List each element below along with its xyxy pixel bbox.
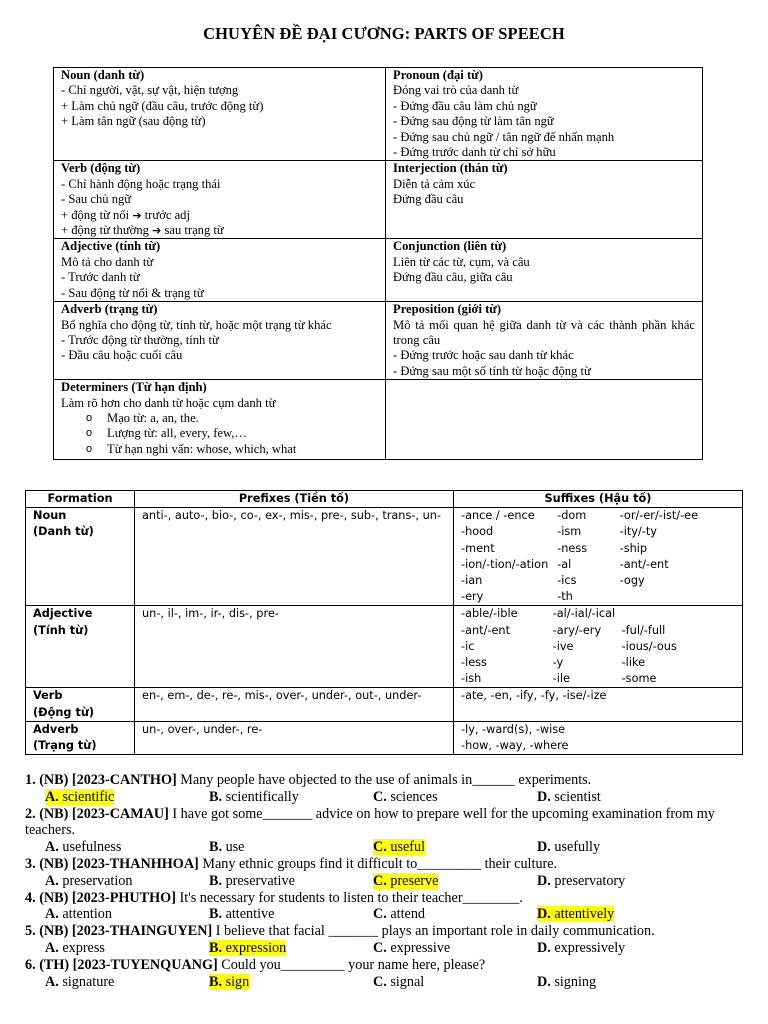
preposition-cell: [386, 302, 703, 380]
suffix-line: -ate, -en, -ify, -fy, -ise/-ize: [461, 689, 607, 703]
suffix-line: [461, 541, 735, 557]
option-text: signature: [58, 973, 115, 990]
suffix-item: -ery: [461, 590, 484, 604]
pronoun-line: Đóng vai trò của danh từ: [393, 83, 519, 98]
answer-option[interactable]: [209, 940, 373, 957]
suffix-line: [461, 671, 735, 687]
suffix-item: -ian: [461, 574, 483, 588]
suffix-item: -hood: [461, 525, 494, 539]
option-letter: B.: [209, 839, 223, 856]
verb-arrow-pre: + động từ nối: [61, 207, 133, 222]
option-letter: B.: [209, 906, 223, 923]
formation-table: [25, 490, 743, 755]
row-label-en: Adjective: [33, 607, 93, 621]
pronoun-line: - Đứng sau động từ làm tân ngữ: [393, 114, 554, 129]
answer-options: [25, 839, 745, 856]
preposition-heading: Preposition (giới từ): [393, 302, 502, 317]
answer-option[interactable]: [373, 940, 537, 957]
correct-answer-highlight: [537, 906, 614, 922]
question-tag: (TH) [2023-TUYENQUANG]: [39, 956, 218, 973]
question-body: I believe that facial _______ plays an important role in daily communication.: [212, 923, 655, 940]
suffix-item: [620, 589, 735, 605]
adverb-line: Bổ nghĩa cho động từ, tính từ, hoặc một trạng từ khác: [61, 317, 332, 332]
right-arrow-icon: ➔: [152, 224, 162, 238]
correct-answer-highlight: [373, 839, 425, 855]
suffix-item: -y: [552, 656, 564, 670]
answer-option[interactable]: [537, 839, 701, 856]
option-letter: A.: [45, 973, 59, 990]
option-text: express: [58, 939, 105, 956]
verb-arrow-line: [61, 208, 378, 223]
row-label-vi: (Trạng từ): [33, 739, 97, 753]
option-letter: A.: [45, 839, 59, 856]
conjunction-heading: Conjunction (liên từ): [393, 239, 507, 254]
question-body: I have got some_______ advice on how to prepare well for the upcoming examination from my teachers.: [25, 805, 715, 839]
question-tag: (NB) [2023-THANHHOA]: [39, 855, 199, 872]
option-text: scientifically: [222, 788, 299, 805]
suffix-item: -ary/-ery: [552, 623, 602, 637]
verb-arrow-pre: + động từ thường: [61, 223, 153, 238]
adjective-heading: Adjective (tính từ): [61, 239, 161, 254]
pronoun-cell: [386, 68, 703, 161]
question-text: [25, 806, 745, 840]
noun-line: - Chỉ người, vật, sự vật, hiện tượng: [61, 83, 239, 98]
suffix-item: [622, 606, 735, 622]
row-label-en: Verb: [33, 689, 63, 703]
parts-of-speech-table: [53, 67, 703, 460]
question-body: It's necessary for students to listen to their teacher________.: [175, 889, 523, 906]
answer-option[interactable]: [45, 789, 209, 806]
question-body: Many ethnic groups find it difficult to_________ their culture.: [198, 855, 558, 872]
suffix-item: -ious/-ous: [621, 639, 677, 653]
option-letter: D.: [537, 788, 551, 805]
empty-cell: [386, 380, 703, 460]
option-text: sign: [222, 973, 250, 990]
question-number: 5.: [25, 923, 36, 940]
answer-content: [45, 906, 112, 922]
suffix-item: -ness: [557, 541, 588, 555]
adverb-heading: Adverb (trạng từ): [61, 302, 158, 317]
question-tag: (NB) [2023-CAMAU]: [39, 805, 169, 822]
question-number: 1.: [25, 772, 36, 788]
answer-option[interactable]: [537, 974, 701, 991]
suffix-item: -less: [461, 656, 487, 670]
option-letter: B.: [209, 939, 223, 956]
suffix-item: -able/-ible: [461, 607, 518, 621]
suffix-line: [461, 589, 735, 605]
option-letter: B.: [209, 973, 223, 990]
row-label-en: Adverb: [33, 722, 79, 736]
option-letter: C.: [373, 906, 387, 923]
answer-content: [45, 873, 132, 889]
answer-option[interactable]: [45, 873, 209, 890]
answer-content: [45, 974, 114, 990]
interjection-line: Diễn tả cảm xúc: [393, 176, 476, 191]
question-text: [25, 772, 745, 789]
option-letter: C.: [373, 939, 387, 956]
answer-option[interactable]: [209, 974, 373, 991]
suffix-item: -ant/-ent: [461, 623, 511, 637]
pronoun-line: - Đứng sau chủ ngữ / tân ngữ để nhấn mạnh: [393, 129, 615, 144]
option-text: expressive: [386, 939, 451, 956]
adverb-line: - Trước động từ thường, tính từ: [61, 332, 219, 347]
correct-answer-highlight: [209, 940, 286, 956]
suffix-item: -ful/-full: [621, 623, 666, 637]
question-text: [25, 923, 745, 940]
verb-heading: Verb (động từ): [61, 161, 141, 176]
question-text: [25, 957, 745, 974]
prefixes-cell: un-, il-, im-, ir-, dis-, pre-: [135, 606, 454, 688]
answer-content: [45, 940, 105, 956]
suffix-line: [461, 606, 735, 622]
row-label: [26, 508, 135, 606]
option-text: attend: [386, 906, 426, 923]
answer-option[interactable]: [209, 839, 373, 856]
option-letter: D.: [537, 839, 551, 856]
table-row: [26, 688, 743, 721]
correct-answer-highlight: [373, 873, 438, 889]
pronoun-heading: Pronoun (đại từ): [393, 68, 483, 82]
adverb-line: - Đầu câu hoặc cuối câu: [61, 348, 183, 363]
suffix-line: -ly, -ward(s), -wise: [461, 722, 566, 736]
answer-content: [537, 839, 600, 855]
question-number: 4.: [25, 889, 36, 906]
list-item: o Lượng từ: all, every, few,…: [86, 426, 378, 441]
determiners-desc: Làm rõ hơn cho danh từ hoặc cụm danh từ: [61, 395, 276, 410]
suffix-item: -ment: [461, 541, 495, 555]
option-letter: A.: [45, 788, 59, 805]
interjection-cell: [386, 161, 703, 239]
answer-content: [537, 873, 625, 889]
question-tag: (NB) [2023-CANTHO]: [39, 772, 177, 788]
header-prefixes: Prefixes (Tiền tố): [135, 491, 454, 508]
suffixes-cell: [454, 606, 743, 688]
answer-content: [45, 839, 121, 855]
row-label: [26, 688, 135, 721]
prefixes-cell: un-, over-, under-, re-: [135, 721, 454, 754]
page-title: CHUYÊN ĐỀ ĐẠI CƯƠNG: PARTS OF SPEECH: [203, 24, 565, 43]
determiners-cell: [54, 380, 386, 460]
determiners-list: [61, 411, 378, 457]
row-label-vi: (Động từ): [33, 705, 95, 719]
adjective-line: - Trước danh từ: [61, 270, 140, 285]
determiners-heading: Determiners (Từ hạn định): [61, 380, 207, 395]
suffix-item: -ish: [461, 672, 482, 686]
question-text: [25, 890, 745, 907]
noun-heading: Noun (danh từ): [61, 68, 145, 82]
answer-option[interactable]: [373, 873, 537, 890]
answer-options: [25, 873, 745, 890]
table-row: [26, 721, 743, 754]
list-item: o Mạo từ: a, an, the.: [86, 411, 378, 426]
adjective-cell: [54, 239, 386, 302]
answer-content: [209, 873, 295, 889]
suffix-item: -ism: [557, 525, 582, 539]
option-letter: D.: [537, 939, 551, 956]
option-text: preservative: [222, 872, 295, 889]
option-text: signing: [550, 973, 597, 990]
answer-option[interactable]: [45, 906, 209, 923]
noun-line: + Làm tân ngữ (sau động từ): [61, 114, 206, 129]
option-text: preservatory: [550, 872, 626, 889]
answer-content: [209, 906, 274, 922]
answer-content: [537, 940, 625, 956]
suffix-line: [461, 655, 735, 671]
option-letter: C.: [373, 973, 387, 990]
option-text: attention: [58, 906, 112, 923]
answer-option[interactable]: [537, 789, 701, 806]
suffix-item: -ance / -ence: [461, 509, 535, 523]
suffix-item: -dom: [557, 509, 587, 523]
suffix-line: [461, 524, 735, 540]
verb-arrow-line: [61, 223, 378, 238]
suffix-line: [461, 573, 735, 589]
suffix-item: -some: [621, 672, 657, 686]
verb-line: - Chỉ hành động hoặc trạng thái: [61, 176, 221, 191]
pronoun-line: - Đứng đầu câu làm chủ ngữ: [393, 98, 537, 113]
noun-cell: [54, 68, 386, 161]
correct-answer-highlight: [45, 789, 114, 805]
suffix-item: -ic: [461, 639, 475, 653]
row-label-vi: (Tính từ): [33, 623, 89, 637]
suffix-item: -al/-ial/-ical: [552, 607, 616, 621]
suffix-item: -th: [557, 590, 573, 604]
answer-content: [373, 974, 424, 990]
prefixes-cell: anti-, auto-, bio-, co-, ex-, mis-, pre-, sub-, trans-, un-: [135, 508, 454, 606]
interjection-line: Đứng đầu câu: [393, 192, 464, 207]
row-label-vi: (Danh từ): [33, 525, 94, 539]
option-letter: C.: [373, 872, 387, 889]
suffix-line: -how, -way, -where: [461, 739, 569, 753]
row-label-en: Noun: [33, 509, 67, 523]
option-text: expressively: [550, 939, 626, 956]
adjective-line: - Sau động từ nối & trạng từ: [61, 285, 204, 300]
preposition-line: - Đứng sau một số tính từ hoặc động từ: [393, 363, 591, 378]
question-text: [25, 856, 745, 873]
option-letter: B.: [209, 872, 223, 889]
list-item: o Từ hạn nghi vấn: whose, which, what: [86, 442, 378, 457]
answer-content: [537, 974, 596, 990]
question-tag: (NB) [2023-THAINGUYEN]: [39, 923, 213, 940]
answer-option[interactable]: [209, 906, 373, 923]
option-letter: A.: [45, 906, 59, 923]
conjunction-line: Đứng đầu câu, giữa câu: [393, 270, 513, 285]
option-text: attentively: [550, 906, 615, 923]
preposition-desc: Mô tả mối quan hệ giữa danh từ và các thành phần khác trong câu: [393, 317, 695, 347]
correct-answer-highlight: [209, 974, 249, 990]
conjunction-cell: [386, 239, 703, 302]
verb-arrow-post: sau trạng từ: [161, 223, 224, 238]
question-number: 3.: [25, 855, 36, 872]
adjective-line: Mô tả cho danh từ: [61, 254, 154, 269]
suffix-line: [461, 639, 735, 655]
answer-content: [537, 789, 601, 805]
option-text: preservation: [58, 872, 133, 889]
verb-cell: [54, 161, 386, 239]
conjunction-line: Liên từ các từ, cụm, và câu: [393, 254, 530, 269]
suffix-item: -ogy: [619, 574, 645, 588]
answer-option[interactable]: [45, 940, 209, 957]
table-row: [26, 508, 743, 606]
answer-option[interactable]: [373, 906, 537, 923]
suffix-item: -ion/-tion/-ation: [461, 557, 549, 571]
suffix-item: -ity/-ty: [619, 525, 657, 539]
answer-option[interactable]: [45, 839, 209, 856]
option-text: usefully: [550, 839, 601, 856]
answer-option[interactable]: [209, 873, 373, 890]
question-body: Many people have objected to the use of animals in______ experiments.: [176, 772, 592, 788]
option-letter: D.: [537, 906, 551, 923]
answer-option[interactable]: [373, 789, 537, 806]
answer-content: [373, 940, 450, 956]
option-letter: A.: [45, 939, 59, 956]
option-letter: C.: [373, 788, 387, 805]
answer-content: [209, 839, 244, 855]
answer-option[interactable]: [209, 789, 373, 806]
preposition-line: - Đứng trước hoặc sau danh từ khác: [393, 348, 574, 363]
suffixes-cell: [454, 508, 743, 606]
question-list: [25, 772, 745, 990]
suffix-item: -ive: [552, 639, 574, 653]
option-text: scientist: [550, 788, 601, 805]
suffix-item: -ant/-ent: [619, 557, 669, 571]
right-arrow-icon: ➔: [132, 208, 142, 222]
option-text: sciences: [386, 788, 438, 805]
option-text: usefulness: [58, 839, 122, 856]
adverb-cell: [54, 302, 386, 380]
answer-content: [373, 906, 425, 922]
option-letter: B.: [209, 788, 223, 805]
answer-options: [25, 906, 745, 923]
suffix-item: -ics: [557, 574, 577, 588]
option-letter: A.: [45, 872, 59, 889]
noun-line: + Làm chủ ngữ (đầu câu, trước động từ): [61, 98, 264, 113]
option-letter: D.: [537, 872, 551, 889]
answer-content: [209, 789, 299, 805]
answer-options: [25, 940, 745, 957]
suffixes-cell: [454, 688, 743, 721]
answer-content: [373, 789, 438, 805]
question-tag: (NB) [2023-PHUTHO]: [39, 889, 176, 906]
option-text: preserve: [386, 872, 439, 889]
option-letter: D.: [537, 973, 551, 990]
question-body: Could you_________ your name here, please?: [217, 956, 486, 973]
verb-line: - Sau chủ ngữ: [61, 192, 132, 207]
answer-option[interactable]: [45, 974, 209, 991]
option-text: expression: [222, 939, 287, 956]
answer-options: [25, 974, 745, 991]
answer-option[interactable]: [537, 906, 701, 923]
suffix-line: [461, 557, 735, 573]
suffix-line: [461, 508, 735, 524]
question-number: 2.: [25, 805, 36, 822]
suffixes-cell: [454, 721, 743, 754]
verb-arrow-post: trước adj: [141, 207, 190, 222]
option-letter: C.: [373, 839, 387, 856]
row-label: [26, 721, 135, 754]
header-formation: Formation: [26, 491, 135, 508]
suffix-item: -like: [621, 656, 646, 670]
suffix-item: -ship: [619, 541, 648, 555]
header-suffixes: Suffixes (Hậu tố): [454, 491, 743, 508]
pronoun-line: - Đứng trước danh từ chỉ sở hữu: [393, 145, 556, 160]
answer-option[interactable]: [537, 940, 701, 957]
option-text: use: [222, 839, 245, 856]
interjection-heading: Interjection (thán từ): [393, 161, 508, 176]
suffix-item: -al: [557, 557, 572, 571]
prefixes-cell: en-, em-, de-, re-, mis-, over-, under-, out-, under-: [135, 688, 454, 721]
answer-option[interactable]: [373, 839, 537, 856]
answer-option[interactable]: [537, 873, 701, 890]
table-row: [26, 606, 743, 688]
suffix-item: -ile: [552, 672, 570, 686]
option-text: scientific: [58, 788, 115, 805]
suffix-line: [461, 623, 735, 639]
answer-options: [25, 789, 745, 806]
option-text: signal: [386, 973, 425, 990]
option-text: attentive: [222, 906, 275, 923]
answer-option[interactable]: [373, 974, 537, 991]
question-number: 6.: [25, 956, 36, 973]
suffix-item: -or/-er/-ist/-ee: [619, 509, 699, 523]
option-text: useful: [386, 839, 426, 856]
row-label: [26, 606, 135, 688]
